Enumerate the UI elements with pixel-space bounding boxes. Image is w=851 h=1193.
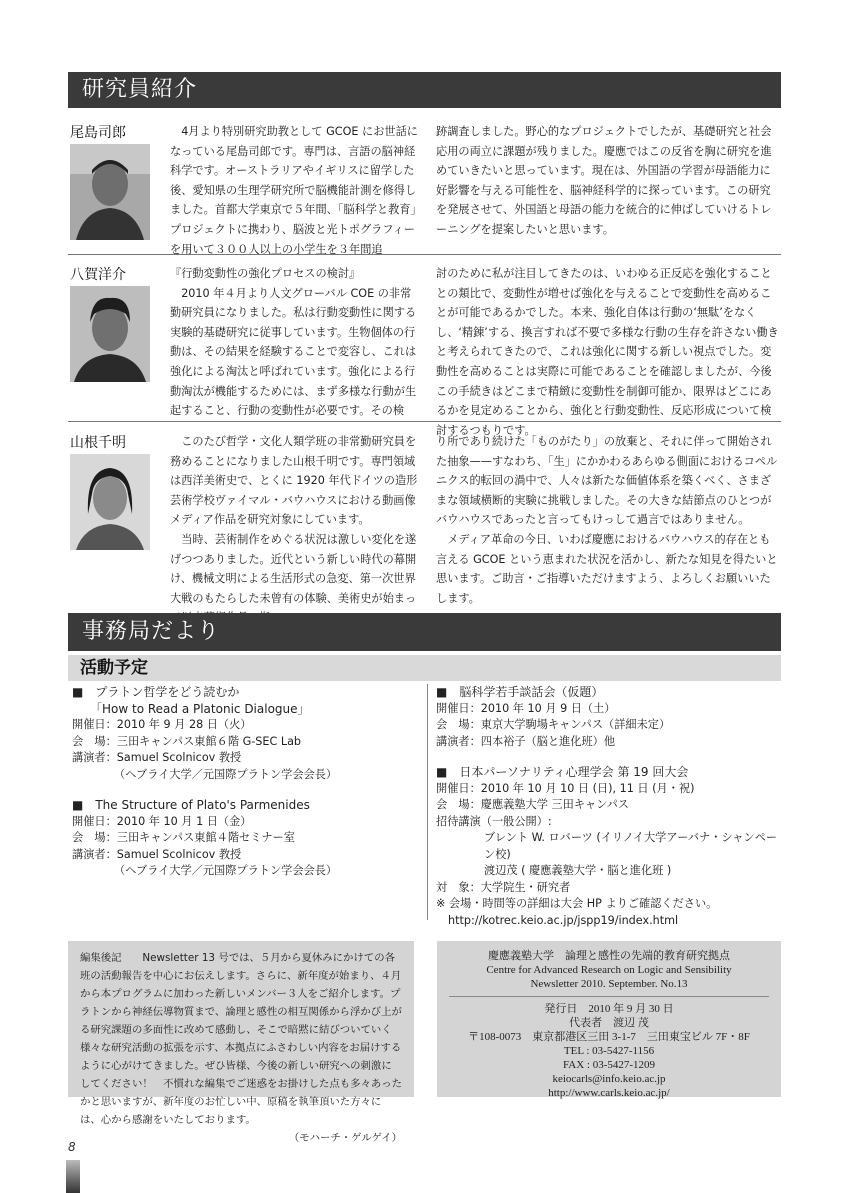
value: 2010 年 10 月 9 日（土） — [480, 701, 616, 715]
section-title-office-news: 事務局だより — [68, 613, 781, 651]
event-subtitle: 「How to Read a Platonic Dialogue」 — [72, 701, 310, 716]
value: 三田キャンパス東館４階セミナー室 — [116, 831, 295, 844]
event-item — [436, 764, 781, 929]
speaker-affiliation: （ヘブライ大学／元国際プラトン学会会長） — [114, 767, 338, 781]
event-title: ■ プラトン哲学をどう読むか — [72, 685, 240, 699]
paragraph: 2010 年４月より人文グローバル COE の非常勤研究員になりました。私は行動変動性に関する実験的基礎研究に従事しています。生物個体の行動は、その結果を経験することで変容し、これは強化による淘汰と呼ばれています。強化による行動淘汰が機能するためには、まず多様な行動が生起すること、行動の変動性が必要です。その検 — [170, 286, 417, 418]
speaker-affiliation: （ヘブライ大学／元国際プラトン学会会長） — [114, 864, 338, 877]
paragraph: 当時、芸術制作をめぐる状況は激しい変化を遂げつつありました。近代という新しい時代の幕開け、機械文明による生活形式の急変、第一次世界大戦のもたらした未曾有の体験、美術史が始まっ — [170, 532, 417, 605]
researcher-name: 尾島司郎 — [70, 125, 126, 141]
event-speaker — [436, 734, 781, 751]
researcher-text-column-2 — [436, 432, 781, 608]
event-speaker — [72, 750, 417, 767]
event-column-right — [436, 684, 781, 943]
invited-speaker: 渡辺茂 ( 慶應義塾大学・脳と進化班 ) — [484, 864, 672, 877]
label: 開催日： — [436, 701, 481, 715]
researcher-text-column-2 — [436, 122, 781, 240]
label: 会 場： — [72, 831, 117, 844]
researcher-text-column-1 — [170, 264, 418, 421]
event-title: ■ The Structure of Plato's Parmenides — [72, 798, 310, 812]
label: 招待講演（一般公開）: — [436, 814, 552, 828]
section-title-researchers: 研究員紹介 — [68, 72, 781, 108]
value: 2010 年 10 月 1 日（金） — [116, 814, 252, 828]
researcher-photo — [70, 454, 150, 550]
paragraph: 4月より特別研究助教として GCOE にお世話になっている尾島司郎です。専門は、言語の脳神経科学です。オーストラリアやイギリスに留学した後、愛知県の生理学研究所で脳機能計測を修得しました。首都大学東京で５年間、「脳科学と教育」プロジェクトに携わり、脳波と光トポグラフィーを用いて３００人以上の小学生を３年間追 — [170, 125, 418, 256]
event-venue — [436, 797, 781, 814]
event-column-left — [72, 684, 417, 894]
value: 2010 年 10 月 10 日 (日), 11 日 (月・祝) — [480, 781, 695, 795]
researcher-text-column-2 — [436, 264, 781, 440]
event-item — [436, 684, 781, 750]
event-invited-lecture — [436, 814, 781, 831]
fax: FAX : 03-5427-1209 — [562, 1059, 656, 1071]
event-target — [436, 880, 781, 897]
subsection-title-schedule: 活動予定 — [68, 655, 781, 681]
label: 講演者： — [72, 847, 117, 861]
researcher-photo — [70, 286, 150, 382]
website-link[interactable]: http://www.carls.keio.ac.jp/ — [548, 1087, 670, 1099]
event-venue — [72, 830, 417, 847]
org-name-ja: 慶應義塾大学 論理と感性の先端的教育研究拠点 — [488, 950, 730, 962]
label: 対 象： — [436, 880, 481, 894]
value: 四本裕子（脳と進化班）他 — [480, 734, 616, 748]
event-date — [436, 701, 781, 718]
label: 講演者： — [436, 734, 481, 748]
label: 会 場： — [72, 734, 117, 748]
event-venue — [436, 717, 781, 734]
article-title: 『行動変動性の強化プロセスの検討』 — [170, 267, 361, 280]
label: 講演者： — [72, 751, 117, 764]
value: Samuel Scolnicov 教授 — [116, 751, 242, 764]
tel: TEL : 03-5427-1156 — [563, 1045, 655, 1057]
invited-speaker: ブレント W. ロバーツ (イリノイ大学アーバナ・シャンペーン校) — [484, 831, 778, 861]
researcher-text-column-1 — [170, 122, 418, 259]
divider — [68, 254, 781, 255]
event-date — [436, 781, 781, 798]
editor-signature: （モハーチ・ゲルゲイ） — [288, 1132, 402, 1144]
org-name-en: Centre for Advanced Research on Logic and Sensibility — [486, 964, 732, 976]
researcher-profile-2 — [68, 264, 781, 437]
event-venue — [72, 734, 417, 751]
divider — [68, 421, 781, 422]
label: 会 場： — [436, 798, 481, 811]
event-title: ■ 脳科学若手談話会（仮題） — [436, 685, 604, 699]
page-number: 8 — [68, 1140, 76, 1154]
researcher-text-column-1 — [170, 432, 418, 628]
paragraph: 討のために私が注目してきたのは、いわゆる正反応を強化することとの類比で、変動性が増せば強化を与えることで変動性を高めることが可能であるかでした。本来、強化自体は行動の‘無駄’をなくし、‘精錬’する、換言すれば不要で多様な行動の生存を許さない働きと考えられてきたので、これは強化に関する新しい視点でした。変動性を高めることは実際に可能であることを確認しましたが、今後この手続きはどこまで精緻に変動性を制御可能か、限界はどこにあるかを見定めることから、強化と行動変動性、反応形成について検討するつもりです。 — [436, 267, 779, 437]
newsletter-issue: Newsletter 2010. September. No.13 — [530, 978, 688, 990]
event-speaker — [72, 847, 417, 864]
event-title: ■ 日本パーソナリティ心理学会 第 19 回大会 — [436, 765, 689, 779]
event-date — [72, 717, 417, 734]
value: 2010 年 9 月 28 日（火） — [116, 718, 252, 731]
value: 慶應義塾大学 三田キャンパス — [480, 798, 629, 811]
paragraph: り所であり続けた「ものがたり」の放棄と、それに伴って開始された抽象——すなわち、「生」にかかわるあらゆる側面におけるコペルニクス的転回の渦中で、人々は新たな価値体系を築くべく、さまざまな領域横断的実験に挑戦しました。その大きな結節点のひとつがバウハウスであったと言ってもけっして過言ではありません。 — [436, 435, 778, 527]
publication-info-box — [437, 941, 781, 1097]
label: 開催日： — [72, 814, 117, 828]
paragraph: 跡調査しました。野心的なプロジェクトでしたが、基礎研究と社会応用の両立に課題が残りました。慶應ではこの反省を胸に研究を進めていきたいと思っています。現在は、外国語の学習が母語能力に好影響を与える可能性を、脳神経科学的に探っています。この研究を発展させて、外国語と母語の能力を統合的に伸ばしていけるトレーニングを提案したいと思います。 — [436, 125, 772, 236]
representative: 代表者 渡辺 茂 — [569, 1017, 649, 1029]
value: Samuel Scolnicov 教授 — [116, 847, 242, 861]
event-note: ※ 会場・時間等の詳細は大会 HP よりご確認ください。 — [436, 897, 718, 910]
researcher-name: 八賀洋介 — [70, 267, 126, 283]
event-item — [72, 684, 417, 783]
email-link[interactable]: keiocarls@info.keio.ac.jp — [552, 1073, 666, 1085]
value: 大学院生・研究者 — [480, 880, 571, 894]
event-url[interactable]: http://kotrec.keio.ac.jp/jspp19/index.html — [448, 913, 679, 927]
page-edge-tab — [66, 1160, 80, 1193]
address: 〒108-0073 東京都港区三田 3-1-7 三田東宝ビル 7F・8F — [468, 1031, 750, 1043]
event-date — [72, 814, 417, 831]
researcher-profile-3 — [68, 432, 781, 608]
researcher-photo — [70, 144, 150, 240]
editor-note-text: 編集後記 Newsletter 13 号では、５月から夏休みにかけての各班の活動報告を中心にお伝えします。さらに、新年度が始まり、４月から本プログラムに加わった新しいメンバー３人をご紹介します。プラトンから神経伝導物質まで、論理と感性の相互関係から浮かび上がる研究課題の多面性に改めて感動し、そこで暗黙に結びついていく様々な研究活動の拡張を示す、本拠点にふさわしい内容をお届けするように心がけてきました。ぜひ皆様、今後の新しい研究への刺激にしてください！ 不慣れな編集でご迷惑をお掛けした点も多々あったかと思いますが、新年度のお忙しい中、原稿を執筆頂いた方々には、心から感謝をいたしております。 — [80, 952, 403, 1126]
label: 開催日： — [436, 781, 481, 795]
event-schedule — [68, 684, 781, 927]
label: 会 場： — [436, 718, 481, 731]
event-item — [72, 797, 417, 880]
value: 東京大学駒場キャンパス（詳細未定） — [480, 718, 671, 731]
researcher-name: 山根千明 — [70, 435, 126, 451]
info-divider — [449, 996, 769, 997]
researcher-profile-1 — [68, 122, 781, 256]
editor-note-box — [68, 941, 414, 1144]
paragraph: メディア革命の今日、いわば慶應におけるバウハウス的存在とも言える GCOE という恵まれた状況を活かし、新たな知見を得たいと思います。ご助言・ご指導いただけますよう、よろしくお願いいたします。 — [436, 532, 778, 605]
publish-date: 発行日 2010 年 9 月 30 日 — [544, 1003, 674, 1015]
value: 三田キャンパス東館６階 G-SEC Lab — [116, 734, 302, 748]
paragraph: このたび哲学・文化人類学班の非常勤研究員を務めることになりました山根千明です。専門領域は西洋美術史で、とくに 1920 年代ドイツの造形芸術学校ヴァイマル・バウハウスにおける動画像メディア作品を研究対象にしています。 — [170, 435, 418, 527]
label: 開催日： — [72, 718, 117, 731]
